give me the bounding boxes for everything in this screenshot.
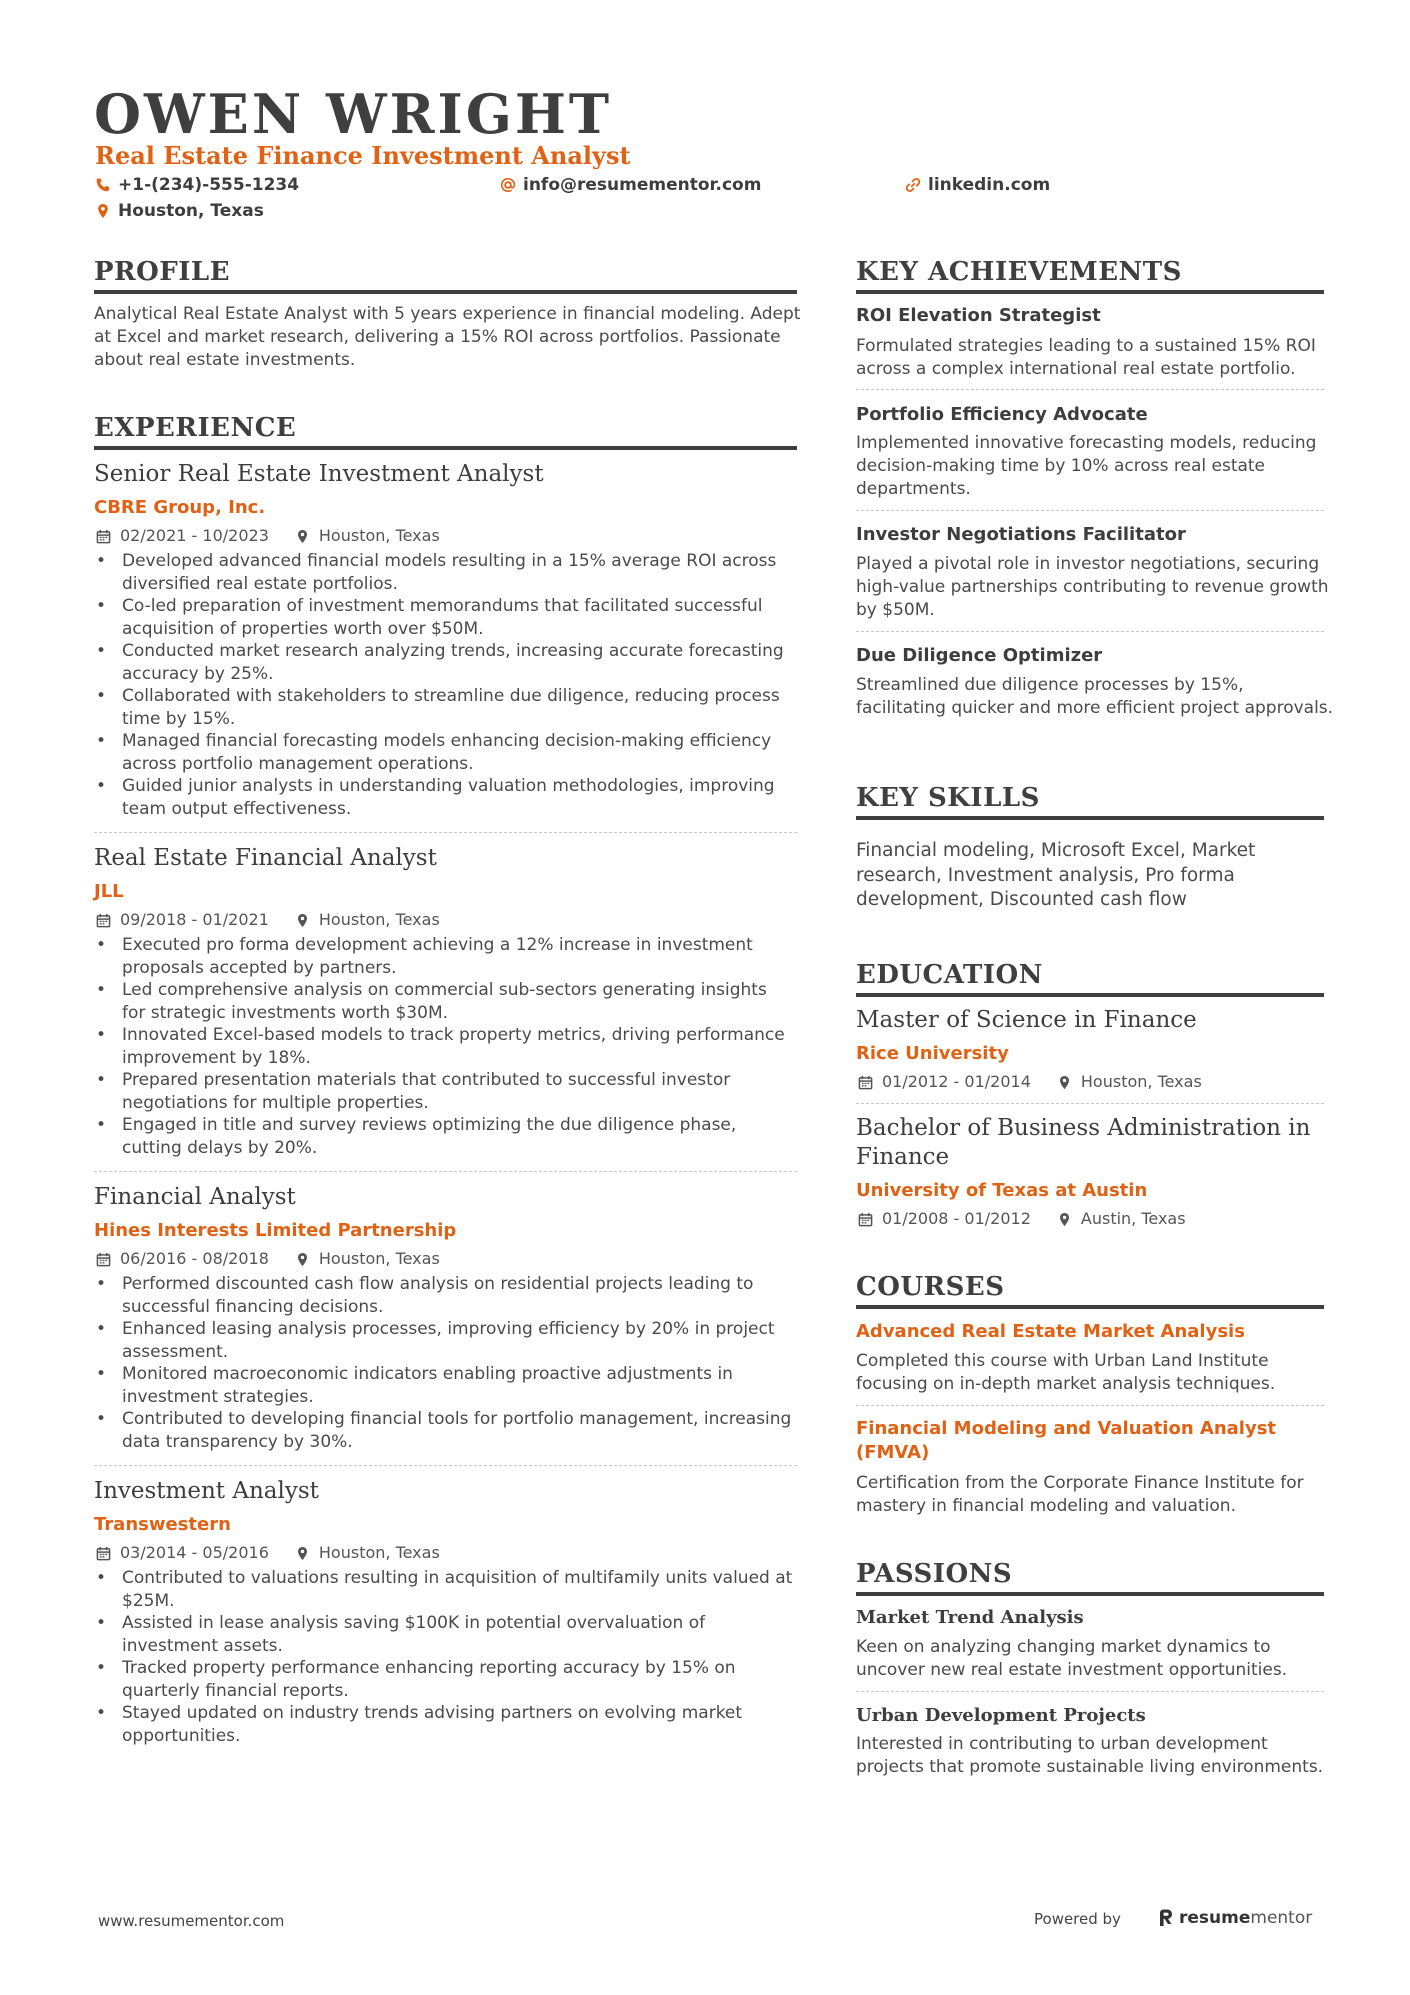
- job-bullet: • Managed financial forecasting models enhancing decision-making efficiency across portfolio management operations.: [94, 730, 794, 775]
- job-meta: [96, 1249, 440, 1269]
- contact-location: [95, 200, 264, 222]
- achievements-heading: KEY ACHIEVEMENTS: [856, 256, 1324, 294]
- achievement-title: Investor Negotiations Facilitator: [856, 524, 1186, 545]
- education-school: University of Texas at Austin: [856, 1180, 1148, 1201]
- resumementor-logo-icon: [1158, 1908, 1174, 1928]
- job-bullet: • Guided junior analysts in understanding valuation methodologies, improving team output effectiveness.: [94, 775, 794, 820]
- location-pin-icon: [1057, 1075, 1072, 1090]
- education-degree: Bachelor of Business Administration in Finance: [856, 1115, 1311, 1170]
- job-bullet: • Collaborated with stakeholders to streamline due diligence, reducing process time by 15%.: [94, 685, 794, 730]
- location-pin-icon: [295, 529, 310, 544]
- education-location: Houston, Texas: [1080, 1072, 1202, 1091]
- calendar-icon: [858, 1075, 873, 1090]
- job-meta: [96, 1543, 440, 1563]
- link-icon: [905, 177, 921, 193]
- courses-heading: COURSES: [856, 1271, 1324, 1309]
- education-degree: Master of Science in Finance: [856, 1007, 1197, 1033]
- location-pin-icon: [295, 1252, 310, 1267]
- job-location: Houston, Texas: [318, 526, 440, 545]
- passion-text: Keen on analyzing changing market dynamics to uncover new real estate investment opportunities.: [856, 1637, 1288, 1680]
- calendar-icon: [96, 1546, 111, 1561]
- brand-bold: resume: [1179, 1908, 1251, 1928]
- achievement-title: Portfolio Efficiency Advocate: [856, 404, 1148, 425]
- calendar-icon: [96, 1252, 111, 1267]
- divider: [856, 389, 1324, 390]
- divider: [856, 1405, 1324, 1406]
- passion-text: Interested in contributing to urban development projects that promote sustainable living environments.: [856, 1734, 1324, 1777]
- job-location: Houston, Texas: [318, 1249, 440, 1268]
- contact-phone: [95, 174, 299, 196]
- job-bullet: • Developed advanced financial models resulting in a 15% average ROI across diversified real estate portfolios.: [94, 550, 794, 595]
- phone-icon: [95, 177, 111, 193]
- job-bullet: • Innovated Excel-based models to track property metrics, driving performance improvement by 18%.: [94, 1024, 794, 1069]
- calendar-icon: [96, 913, 111, 928]
- job-company: CBRE Group, Inc.: [94, 497, 266, 518]
- job-title: Senior Real Estate Investment Analyst: [94, 461, 544, 487]
- job-bullet: • Contributed to developing financial tools for portfolio management, increasing data transparency by 30%.: [94, 1408, 794, 1453]
- education-dates: 01/2008 - 01/2012: [882, 1209, 1031, 1228]
- job-bullet: • Engaged in title and survey reviews optimizing the due diligence phase, cutting delays by 20%.: [94, 1114, 794, 1159]
- divider: [856, 631, 1324, 632]
- job-company: JLL: [94, 881, 124, 902]
- job-bullet: • Performed discounted cash flow analysis on residential projects leading to successful financing decisions.: [94, 1273, 794, 1318]
- footer-website[interactable]: www.resumementor.com: [98, 1912, 285, 1930]
- education-heading: EDUCATION: [856, 959, 1324, 997]
- experience-heading: EXPERIENCE: [94, 412, 797, 450]
- job-bullet: • Conducted market research analyzing trends, increasing accurate forecasting accuracy by 25%.: [94, 640, 794, 685]
- job-title: Investment Analyst: [94, 1478, 319, 1504]
- divider: [856, 510, 1324, 511]
- passion-title: Market Trend Analysis: [856, 1607, 1084, 1628]
- divider: [94, 1171, 797, 1172]
- footer-brand-logo[interactable]: [1158, 1906, 1312, 1930]
- job-company: Transwestern: [94, 1514, 231, 1535]
- job-bullet: • Enhanced leasing analysis processes, improving efficiency by 20% in project assessment.: [94, 1318, 794, 1363]
- job-bullets: [94, 1567, 794, 1747]
- divider: [856, 1103, 1324, 1104]
- candidate-role: Real Estate Finance Investment Analyst: [95, 141, 631, 170]
- achievement-title: Due Diligence Optimizer: [856, 645, 1103, 666]
- job-bullet: • Assisted in lease analysis saving $100K in potential overvaluation of investment assets.: [94, 1612, 794, 1657]
- achievement-text: Streamlined due diligence processes by 15%, facilitating quicker and more efficient project approvals.: [856, 675, 1334, 718]
- divider: [94, 1465, 797, 1466]
- footer-powered-by: Powered by: [1034, 1910, 1121, 1928]
- job-dates: 02/2021 - 10/2023: [120, 526, 269, 545]
- education-meta: [858, 1072, 1202, 1092]
- job-title: Real Estate Financial Analyst: [94, 845, 437, 871]
- course-text: Certification from the Corporate Finance Institute for mastery in financial modeling and valuation.: [856, 1473, 1304, 1516]
- job-title: Financial Analyst: [94, 1184, 296, 1210]
- course-title: Financial Modeling and Valuation Analyst (FMVA): [856, 1418, 1277, 1463]
- education-meta: [858, 1209, 1186, 1229]
- achievement-text: Played a pivotal role in investor negotiations, securing high-value partnerships contributing to revenue growth by $50M.: [856, 554, 1329, 620]
- location-text: Houston, Texas: [118, 201, 264, 221]
- education-dates: 01/2012 - 01/2014: [882, 1072, 1031, 1091]
- job-bullets: [94, 550, 794, 820]
- profile-text: Analytical Real Estate Analyst with 5 years experience in financial modeling. Adept at Excel and market research, delivering a 15% ROI across portfolios. Passionate about real estate investments.: [94, 304, 801, 370]
- profile-heading: PROFILE: [94, 256, 797, 294]
- location-pin-icon: [1057, 1212, 1072, 1227]
- passions-heading: PASSIONS: [856, 1558, 1324, 1596]
- job-bullets: [94, 1273, 794, 1453]
- job-bullets: [94, 934, 794, 1159]
- job-bullet: • Executed pro forma development achieving a 12% increase in investment proposals accepted by partners.: [94, 934, 794, 979]
- candidate-name: OWEN WRIGHT: [94, 82, 613, 146]
- job-bullet: • Led comprehensive analysis on commercial sub-sectors generating insights for strategic investments worth $30M.: [94, 979, 794, 1024]
- calendar-icon: [858, 1212, 873, 1227]
- course-title: Advanced Real Estate Market Analysis: [856, 1321, 1245, 1342]
- achievement-text: Formulated strategies leading to a sustained 15% ROI across a complex international real estate portfolio.: [856, 336, 1316, 379]
- job-meta: [96, 526, 440, 546]
- location-pin-icon: [95, 203, 111, 219]
- achievement-text: Implemented innovative forecasting models, reducing decision-making time by 10% across real estate departments.: [856, 433, 1317, 499]
- course-text: Completed this course with Urban Land Institute focusing on in-depth market analysis techniques.: [856, 1351, 1276, 1394]
- contact-linkedin[interactable]: [905, 174, 1050, 196]
- job-company: Hines Interests Limited Partnership: [94, 1220, 457, 1241]
- skills-text: Financial modeling, Microsoft Excel, Market research, Investment analysis, Pro forma development, Discounted cash flow: [856, 840, 1256, 910]
- job-bullet: • Co-led preparation of investment memorandums that facilitated successful acquisition of properties worth over $50M.: [94, 595, 794, 640]
- job-dates: 06/2016 - 08/2018: [120, 1249, 269, 1268]
- education-location: Austin, Texas: [1080, 1209, 1186, 1228]
- achievement-title: ROI Elevation Strategist: [856, 305, 1101, 326]
- location-pin-icon: [295, 913, 310, 928]
- at-sign-icon: [500, 177, 516, 193]
- job-location: Houston, Texas: [318, 910, 440, 929]
- passion-title: Urban Development Projects: [856, 1705, 1146, 1726]
- job-bullet: • Prepared presentation materials that contributed to successful investor negotiations for multiple properties.: [94, 1069, 794, 1114]
- job-location: Houston, Texas: [318, 1543, 440, 1562]
- calendar-icon: [96, 529, 111, 544]
- contact-email[interactable]: [500, 174, 761, 196]
- job-bullet: • Tracked property performance enhancing reporting accuracy by 15% on quarterly financial reports.: [94, 1657, 794, 1702]
- email-text: info@resumementor.com: [523, 175, 762, 195]
- job-bullet: • Stayed updated on industry trends advising partners on evolving market opportunities.: [94, 1702, 794, 1747]
- linkedin-text: linkedin.com: [928, 175, 1051, 195]
- job-dates: 03/2014 - 05/2016: [120, 1543, 269, 1562]
- location-pin-icon: [295, 1546, 310, 1561]
- job-bullet: • Contributed to valuations resulting in acquisition of multifamily units valued at $25M.: [94, 1567, 794, 1612]
- divider: [856, 1691, 1324, 1692]
- job-bullet: • Monitored macroeconomic indicators enabling proactive adjustments in investment strategies.: [94, 1363, 794, 1408]
- job-meta: [96, 910, 440, 930]
- skills-heading: KEY SKILLS: [856, 782, 1324, 820]
- phone-text: +1-(234)-555-1234: [118, 175, 300, 195]
- brand-light: mentor: [1250, 1908, 1313, 1928]
- divider: [94, 832, 797, 833]
- job-dates: 09/2018 - 01/2021: [120, 910, 269, 929]
- education-school: Rice University: [856, 1043, 1009, 1064]
